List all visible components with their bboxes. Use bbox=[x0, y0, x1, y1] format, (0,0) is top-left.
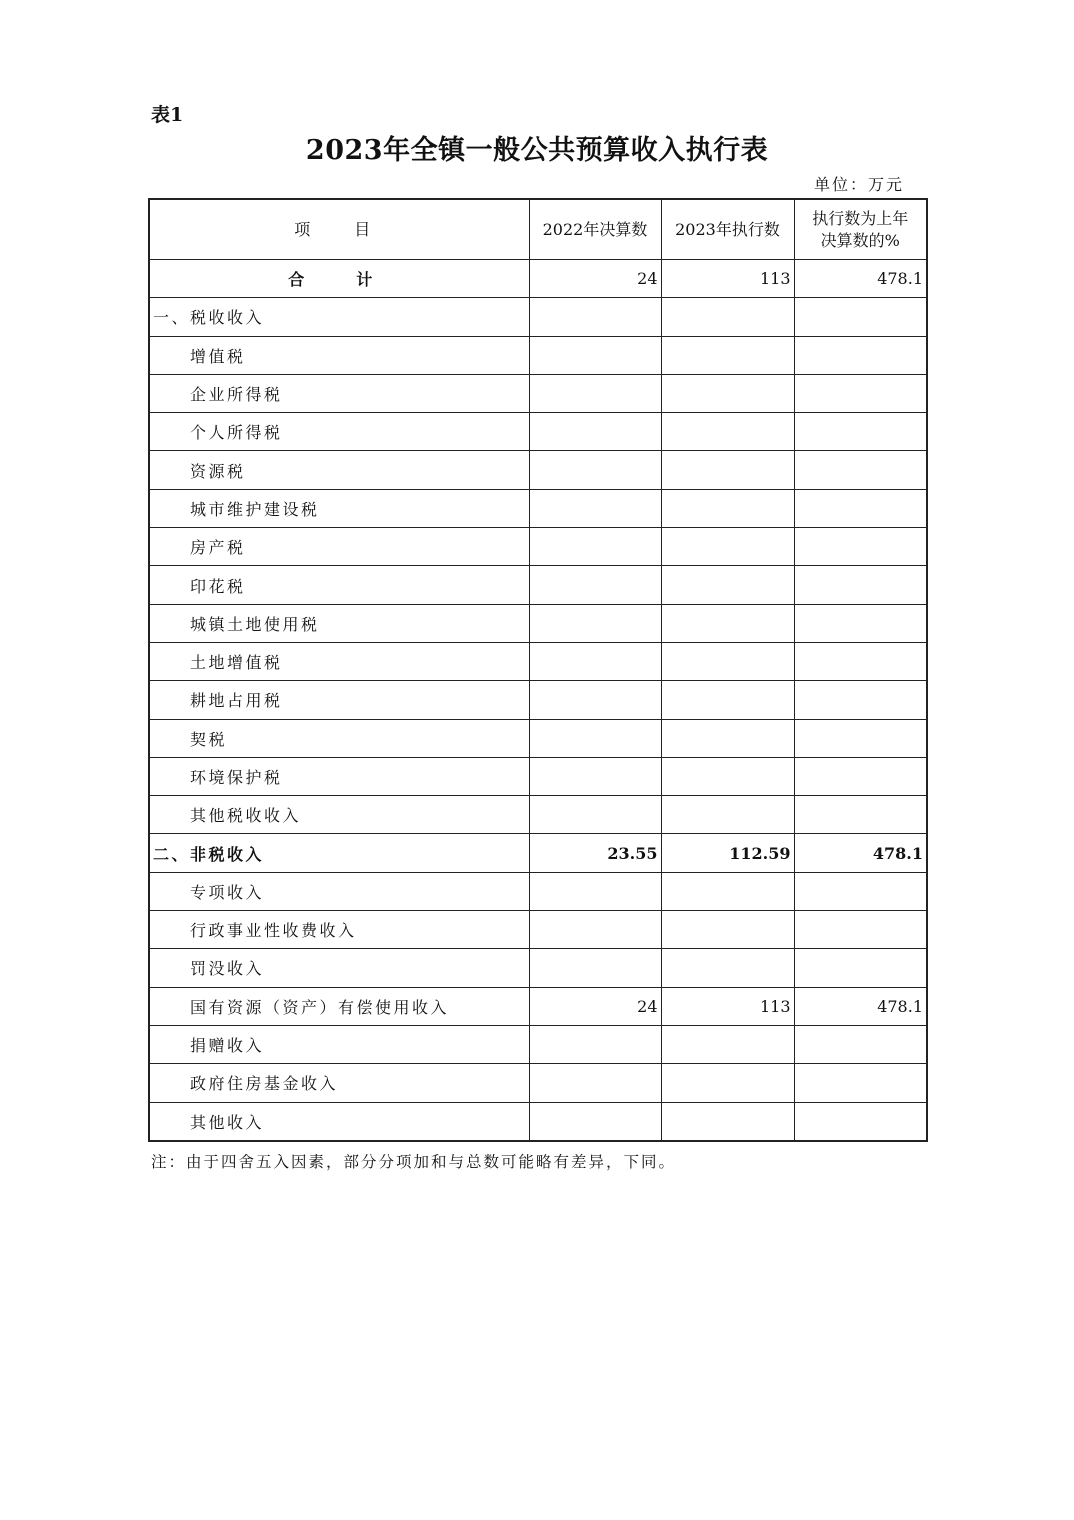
table-row bbox=[149, 719, 927, 757]
table-row bbox=[149, 872, 927, 910]
value-pct bbox=[794, 566, 927, 604]
value-2022 bbox=[529, 1064, 661, 1102]
table-row bbox=[149, 796, 927, 834]
table-row bbox=[149, 1064, 927, 1102]
page-title: 2023年全镇一般公共预算收入执行表 bbox=[305, 135, 769, 166]
value-pct bbox=[794, 528, 927, 566]
row-label: 契税 bbox=[149, 719, 529, 757]
value-2022 bbox=[529, 757, 661, 795]
value-2023 bbox=[661, 719, 794, 757]
row-label: 资源税 bbox=[149, 451, 529, 489]
table-row bbox=[149, 489, 927, 527]
row-label: 二、非税收入 bbox=[149, 834, 529, 872]
value-pct bbox=[794, 872, 927, 910]
value-2023 bbox=[661, 413, 794, 451]
value-2022 bbox=[529, 489, 661, 527]
row-label: 印花税 bbox=[149, 566, 529, 604]
row-label: 城镇土地使用税 bbox=[149, 604, 529, 642]
row-label: 一、税收收入 bbox=[149, 298, 529, 336]
row-label: 房产税 bbox=[149, 528, 529, 566]
row-label: 合 计 bbox=[149, 260, 529, 298]
value-2023 bbox=[661, 336, 794, 374]
value-2023 bbox=[661, 451, 794, 489]
value-pct bbox=[794, 949, 927, 987]
value-pct bbox=[794, 681, 927, 719]
value-2022 bbox=[529, 451, 661, 489]
value-2023 bbox=[661, 796, 794, 834]
header-2023: 2023年执行数 bbox=[661, 199, 794, 260]
value-pct bbox=[794, 374, 927, 412]
row-label: 土地增值税 bbox=[149, 642, 529, 680]
value-2023 bbox=[661, 642, 794, 680]
value-pct bbox=[794, 336, 927, 374]
table-row bbox=[149, 987, 927, 1025]
value-pct bbox=[794, 642, 927, 680]
value-2022 bbox=[529, 298, 661, 336]
value-2022 bbox=[529, 374, 661, 412]
value-2022 bbox=[529, 872, 661, 910]
value-2023: 113 bbox=[661, 260, 794, 298]
value-2022 bbox=[529, 336, 661, 374]
value-2023 bbox=[661, 911, 794, 949]
table-row bbox=[149, 566, 927, 604]
budget-table bbox=[148, 198, 928, 1142]
value-2023 bbox=[661, 757, 794, 795]
value-2022 bbox=[529, 528, 661, 566]
row-label: 罚没收入 bbox=[149, 949, 529, 987]
value-pct bbox=[794, 1025, 927, 1063]
table-row bbox=[149, 642, 927, 680]
row-label: 国有资源（资产）有偿使用收入 bbox=[149, 987, 529, 1025]
table-row bbox=[149, 528, 927, 566]
header-item: 项 目 bbox=[149, 199, 529, 260]
value-pct bbox=[794, 298, 927, 336]
table-row bbox=[149, 336, 927, 374]
value-2023 bbox=[661, 528, 794, 566]
header-2022: 2022年决算数 bbox=[529, 199, 661, 260]
row-label: 专项收入 bbox=[149, 872, 529, 910]
table-row bbox=[149, 681, 927, 719]
value-2023 bbox=[661, 681, 794, 719]
table-row bbox=[149, 949, 927, 987]
value-2023: 112.59 bbox=[661, 834, 794, 872]
value-2022: 24 bbox=[529, 987, 661, 1025]
table-row bbox=[149, 834, 927, 872]
row-label: 耕地占用税 bbox=[149, 681, 529, 719]
table-row bbox=[149, 413, 927, 451]
value-pct bbox=[794, 604, 927, 642]
value-2023 bbox=[661, 949, 794, 987]
value-2022 bbox=[529, 1025, 661, 1063]
value-pct bbox=[794, 719, 927, 757]
value-pct bbox=[794, 1064, 927, 1102]
value-pct: 478.1 bbox=[794, 260, 927, 298]
value-2022 bbox=[529, 566, 661, 604]
value-2022 bbox=[529, 681, 661, 719]
value-2022 bbox=[529, 1102, 661, 1141]
table-row bbox=[149, 374, 927, 412]
value-2023 bbox=[661, 1064, 794, 1102]
value-pct bbox=[794, 757, 927, 795]
table-row bbox=[149, 451, 927, 489]
table-row bbox=[149, 757, 927, 795]
table-label: 表1 bbox=[151, 104, 184, 126]
row-label: 增值税 bbox=[149, 336, 529, 374]
value-2023 bbox=[661, 566, 794, 604]
row-label: 行政事业性收费收入 bbox=[149, 911, 529, 949]
row-label: 其他税收收入 bbox=[149, 796, 529, 834]
table-row bbox=[149, 260, 927, 298]
header-pct-line2: 决算数的% bbox=[820, 230, 900, 250]
unit-label: 单位：万元 bbox=[813, 175, 904, 194]
header-pct bbox=[794, 199, 927, 260]
value-2023 bbox=[661, 298, 794, 336]
value-pct bbox=[794, 911, 927, 949]
value-2022 bbox=[529, 719, 661, 757]
value-2022 bbox=[529, 949, 661, 987]
row-label: 环境保护税 bbox=[149, 757, 529, 795]
value-2022 bbox=[529, 413, 661, 451]
value-2023 bbox=[661, 872, 794, 910]
value-pct bbox=[794, 413, 927, 451]
value-2023 bbox=[661, 1025, 794, 1063]
value-2023 bbox=[661, 1102, 794, 1141]
table-row bbox=[149, 1102, 927, 1141]
value-2022: 24 bbox=[529, 260, 661, 298]
row-label: 城市维护建设税 bbox=[149, 489, 529, 527]
header-pct-line1: 执行数为上年 bbox=[812, 208, 909, 228]
value-2022 bbox=[529, 911, 661, 949]
table-header-row bbox=[149, 199, 927, 260]
row-label: 企业所得税 bbox=[149, 374, 529, 412]
value-2023 bbox=[661, 604, 794, 642]
row-label: 政府住房基金收入 bbox=[149, 1064, 529, 1102]
value-2023 bbox=[661, 374, 794, 412]
value-2022: 23.55 bbox=[529, 834, 661, 872]
value-pct bbox=[794, 796, 927, 834]
value-2023: 113 bbox=[661, 987, 794, 1025]
row-label: 个人所得税 bbox=[149, 413, 529, 451]
table-row bbox=[149, 298, 927, 336]
value-pct bbox=[794, 451, 927, 489]
footnote: 注：由于四舍五入因素，部分分项加和与总数可能略有差异，下同。 bbox=[151, 1153, 677, 1171]
value-2022 bbox=[529, 604, 661, 642]
value-2022 bbox=[529, 796, 661, 834]
value-2022 bbox=[529, 642, 661, 680]
row-label: 其他收入 bbox=[149, 1102, 529, 1141]
value-2023 bbox=[661, 489, 794, 527]
table-row bbox=[149, 1025, 927, 1063]
row-label: 捐赠收入 bbox=[149, 1025, 529, 1063]
value-pct: 478.1 bbox=[794, 834, 927, 872]
value-pct bbox=[794, 1102, 927, 1141]
table-row bbox=[149, 604, 927, 642]
value-pct bbox=[794, 489, 927, 527]
value-pct: 478.1 bbox=[794, 987, 927, 1025]
table-row bbox=[149, 911, 927, 949]
